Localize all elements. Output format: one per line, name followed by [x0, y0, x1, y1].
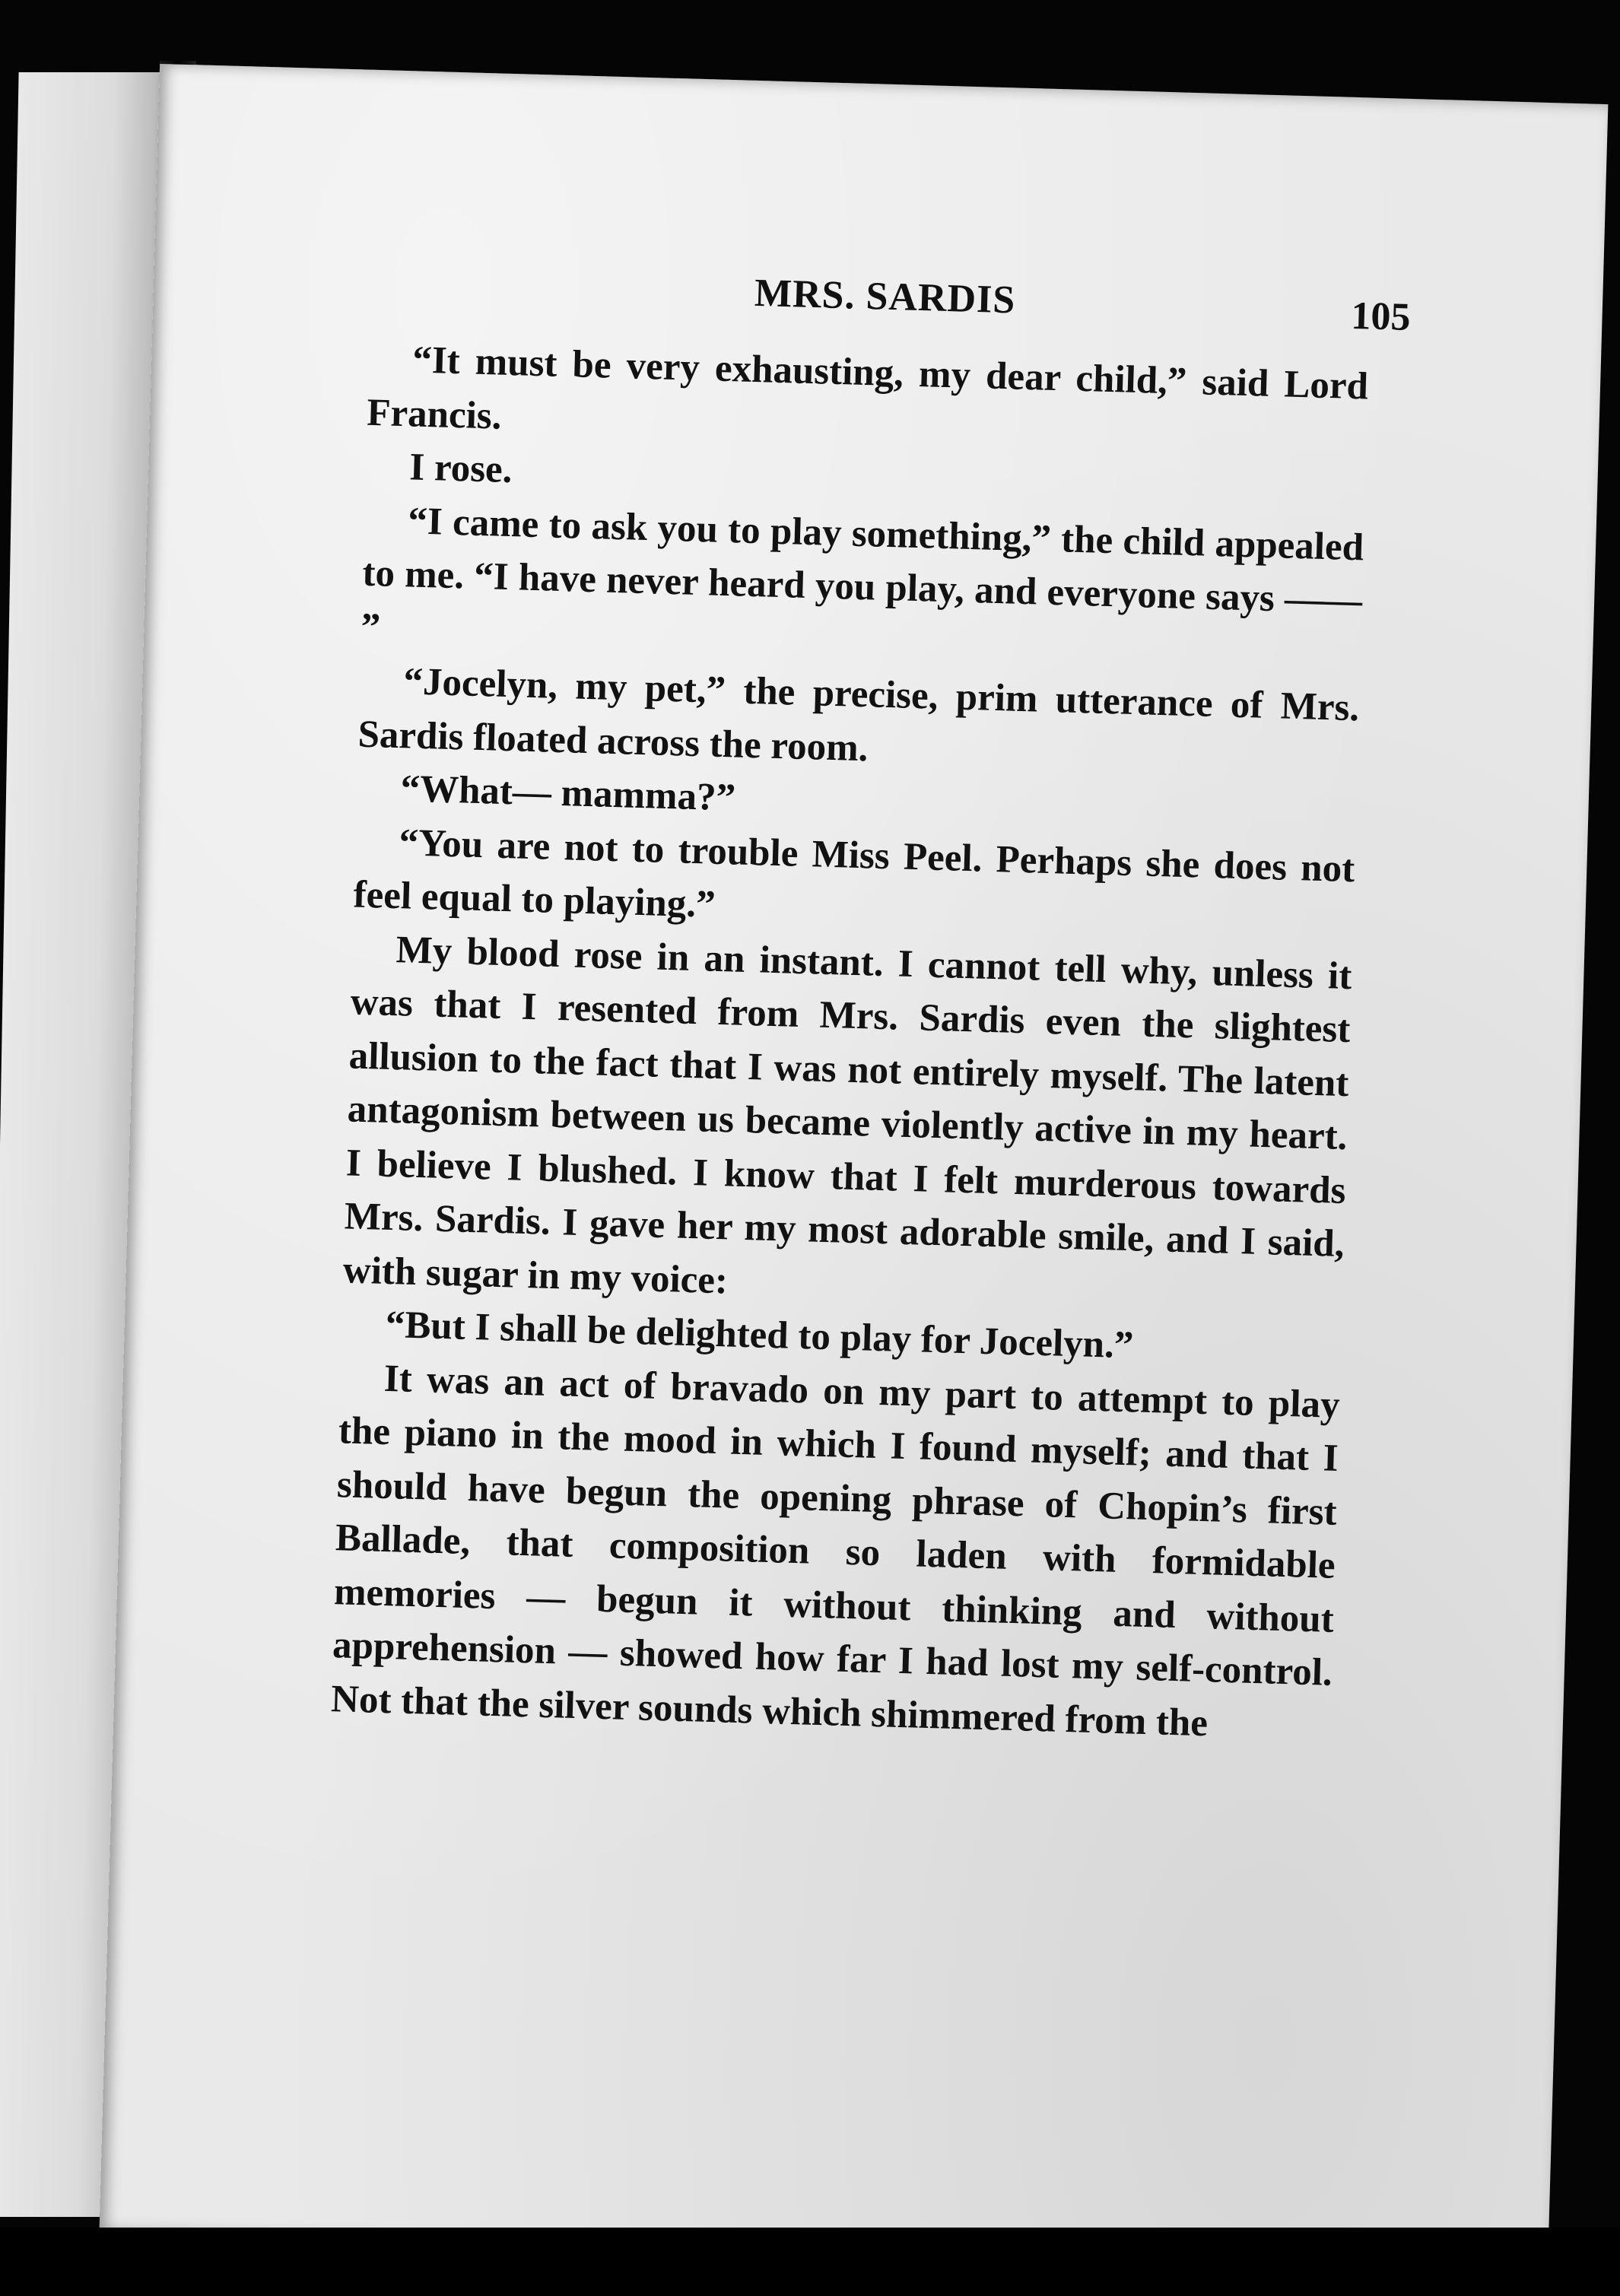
paragraph: “Jocelyn, my pet,” the precise, prim utterance of Mrs. Sardis floated across the room.	[357, 660, 1360, 770]
paragraph: “What— mamma?”	[399, 767, 736, 820]
page-number: 105	[1350, 294, 1412, 339]
paragraph: “It must be very exhausting, my dear child,” said Lord Francis.	[366, 338, 1369, 438]
paragraph: “But I shall be delighted to play for Jocelyn.”	[385, 1303, 1135, 1367]
book-page	[100, 64, 1609, 2271]
paragraph: I rose.	[408, 446, 513, 492]
paragraph: “I came to ask you to play something,” the child appealed to me. “I have never heard you play, and everyone says —— ”	[360, 499, 1364, 649]
scan-bottom-border	[0, 2228, 1620, 2296]
paragraph: It was an act of bravado on my part to attempt to play the piano in the mood in which I found myself; and that I should have begun the opening phrase of Chopin’s first Ballade, that composition so laden with formidable memories — begun it without thinking and without apprehension — showed how far I had lost my self-control. Not that the silver sounds which shimmered from the	[330, 1357, 1341, 1745]
running-title: MRS. SARDIS	[754, 271, 1017, 322]
paragraph: “You are not to trouble Miss Peel. Perhaps she does not feel equal to playing.”	[352, 821, 1355, 926]
paragraph: My blood rose in an instant. I cannot tell why, unless it was that I resented from Mrs. Sardis even the slightest allusion to the fact that I was not entirely myself. The latent antagonism between us became violently active in my heart. I believe I blushed. I know that I felt murderous towards Mrs. Sardis. I gave her my most adorable smile, and I said, with sugar in my voice:	[342, 928, 1353, 1302]
body-text	[330, 332, 1369, 1754]
